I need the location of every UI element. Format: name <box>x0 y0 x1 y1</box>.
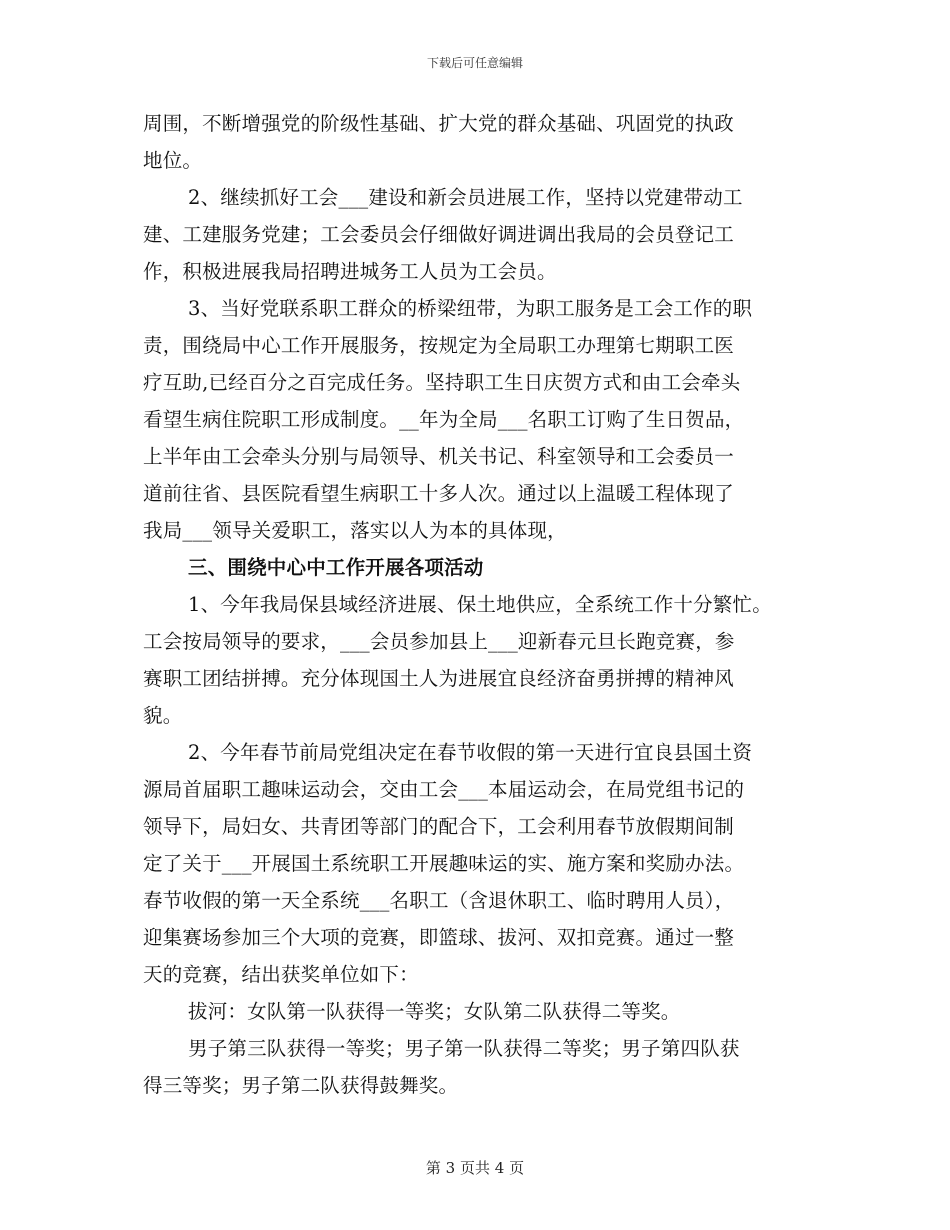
page-footer: 第 3 页共 4 页 <box>425 1159 525 1177</box>
page-header: 下载后可任意编辑 <box>426 56 523 70</box>
text-line: 得三等奖；男子第二队获得鼓舞奖。 <box>143 1074 459 1097</box>
text-line: 周围，不断增强党的阶级性基础、扩大党的群众基础、巩固党的执政 <box>143 112 735 135</box>
text-line: 疗互助,已经百分之百完成任务。坚持职工生日庆贺方式和由工会牵头 <box>143 371 741 394</box>
text-line: 我局___领导关爱职工，落实以人为本的具体现， <box>143 519 567 542</box>
text-line: 天的竞赛，结出获奖单位如下： <box>143 963 419 986</box>
text-line: 3、当好党联系职工群众的桥梁纽带，为职工服务是工会工作的职 <box>188 297 753 320</box>
text-line: 建、工建服务党建；工会委员会仔细做好调进调出我局的会员登记工 <box>143 223 735 246</box>
text-line: 赛职工团结拼搏。充分体现国土人为进展宜良经济奋勇拼搏的精神风 <box>143 667 735 690</box>
text-line: 工会按局领导的要求，___会员参加县上___迎新春元旦长跑竞赛，参 <box>143 630 735 653</box>
text-line: 定了关于___开展国土系统职工开展趣味运的实、施方案和奖励办法。 <box>143 852 745 875</box>
text-line: 源局首届职工趣味运动会，交由工会___本届运动会，在局党组书记的 <box>143 778 745 801</box>
text-line: 貌。 <box>143 704 183 727</box>
section-heading: 三、围绕中心中工作开展各项活动 <box>188 556 484 579</box>
text-line: 作，积极进展我局招聘进城务工人员为工会员。 <box>143 260 557 283</box>
text-line: 责，围绕局中心工作开展服务，按规定为全局职工办理第七期职工医 <box>143 334 735 357</box>
text-line: 迎集赛场参加三个大项的竞赛，即篮球、拔河、双扣竞赛。通过一整 <box>143 926 735 949</box>
text-line: 道前往省、县医院看望生病职工十多人次。通过以上温暖工程体现了 <box>143 482 735 505</box>
text-line: 地位。 <box>143 149 203 172</box>
text-line: 领导下，局妇女、共青团等部门的配合下，工会利用春节放假期间制 <box>143 815 735 838</box>
text-line: 2、继续抓好工会___建设和新会员进展工作，坚持以党建带动工 <box>188 186 743 209</box>
document-body <box>143 105 813 1104</box>
text-line: 2、今年春节前局党组决定在春节收假的第一天进行宜良县国土资 <box>188 741 753 764</box>
text-line: 男子第三队获得一等奖；男子第一队获得二等奖；男子第四队获 <box>188 1037 740 1060</box>
text-line: 拔河：女队第一队获得一等奖；女队第二队获得二等奖。 <box>188 1000 681 1023</box>
text-line: 春节收假的第一天全系统___名职工（含退休职工、临时聘用人员）， <box>143 889 735 912</box>
text-line: 看望生病住院职工形成制度。__年为全局___名职工订购了生日贺品， <box>143 408 745 431</box>
text-line: 1、今年我局保县域经济进展、保土地供应，全系统工作十分繁忙。 <box>188 593 772 616</box>
text-line: 上半年由工会牵头分别与局领导、机关书记、科室领导和工会委员一 <box>143 445 735 468</box>
